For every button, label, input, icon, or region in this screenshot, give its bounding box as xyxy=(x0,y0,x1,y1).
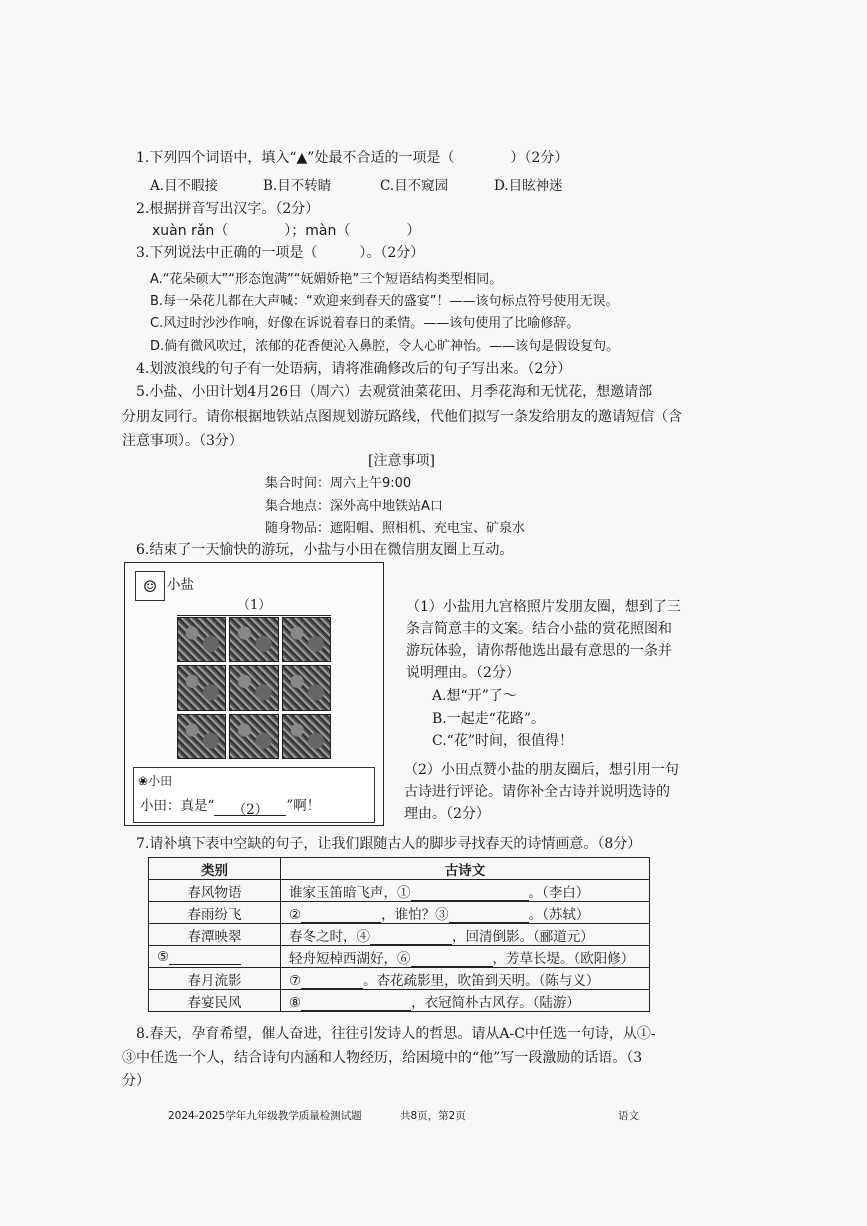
answer-blank[interactable] xyxy=(301,907,381,923)
q5-line-1: 5.小盐、小田计划4月26日（周六）去观赏油菜花田、月季花海和无忧花，想邀请部 xyxy=(136,384,653,400)
row-poem: ⑧ ，衣冠简朴古风存。（陆游） xyxy=(281,990,650,1012)
q1-option-d: D.目眩神迷 xyxy=(494,178,563,194)
q6-sub1-line-1: （1）小盐用九宫格照片发朋友圈，想到了三 xyxy=(406,599,681,615)
q6-sub1-line-2: 条言简意丰的文案。结合小盐的赏花照图和 xyxy=(406,621,672,637)
notice-time: 集合时间：周六上午9:00 xyxy=(265,476,412,491)
header-poem: 古诗文 xyxy=(281,858,650,880)
q5-line-2: 分朋友同行。请你根据地铁站点图规划游玩路线，代他们拟写一条发给朋友的邀请短信（含 xyxy=(122,409,682,425)
q2-stem: 2.根据拼音写出汉字。（2分） xyxy=(136,201,320,217)
answer-blank[interactable] xyxy=(449,907,529,923)
answer-blank[interactable] xyxy=(370,929,452,945)
answer-blank[interactable] xyxy=(301,973,363,989)
footer-page-number: 共8页，第2页 xyxy=(400,1110,466,1122)
q8-line-1: 8.春天，孕育希望，催人奋进，往往引发诗人的哲思。请从A-C中任选一句诗，从①- xyxy=(136,1026,656,1042)
flower-photo xyxy=(177,617,226,662)
row-poem: 谁家玉笛暗飞声，① 。（李白） xyxy=(281,880,650,902)
table-row xyxy=(149,990,650,1012)
table-row xyxy=(149,902,650,924)
q3-option-b: B.每一朵花儿都在大声喊：“欢迎来到春天的盛宴”！——该句标点符号使用无误。 xyxy=(150,294,619,309)
q6-sub1-option-b: B.一起走“花路”。 xyxy=(432,711,546,727)
q3-option-c: C.风过时沙沙作响，好像在诉说着春日的柔情。——该句使用了比喻修辞。 xyxy=(150,316,580,331)
q6-sub1-line-4: 说明理由。（2分） xyxy=(406,665,520,681)
q1-option-c: C.目不窥园 xyxy=(380,178,449,194)
comment-blank: （2） xyxy=(214,800,286,816)
comment-text: 小田：真是“ （2） ”啊！ xyxy=(140,798,321,818)
notice-title: [注意事项] xyxy=(368,453,435,469)
flower-photo xyxy=(229,714,278,759)
row-poem: 轻舟短棹西湖好，⑥ ，芳草长堤。（欧阳修） xyxy=(281,946,650,968)
q6-sub2-line-1: （2）小田点赞小盐的朋友圈后，想引用一句 xyxy=(404,762,679,778)
footer-exam-title: 2024-2025学年九年级教学质量检测试题 xyxy=(168,1110,362,1122)
commenter-name: 小田 xyxy=(148,774,173,788)
q6-sub2-line-3: 理由。（2分） xyxy=(404,806,490,822)
row-poem: ② ，谁怕？③ 。（苏轼） xyxy=(281,902,650,924)
answer-blank[interactable] xyxy=(411,951,493,967)
table-header-row xyxy=(149,858,650,880)
q4-stem: 4.划波浪线的句子有一处语病，请将准确修改后的句子写出来。（2分） xyxy=(136,361,572,377)
photo-grid xyxy=(177,617,331,759)
table-row xyxy=(149,924,650,946)
comment-box xyxy=(133,767,375,823)
q6-sub2-line-2: 古诗进行评论。请你补全古诗并说明选诗的 xyxy=(404,784,670,800)
row-category: 春宴民风 xyxy=(149,990,281,1012)
header-category: 类别 xyxy=(149,858,281,880)
flower-photo xyxy=(282,714,331,759)
q1-option-a: A.目不暇接 xyxy=(150,178,219,194)
flower-photo xyxy=(229,665,278,710)
row-poem: 春冬之时，④ ，回清倒影。（郦道元） xyxy=(281,924,650,946)
row-category: ⑤ xyxy=(149,946,281,968)
poem-table xyxy=(148,857,650,1012)
q6-sub1-option-c: C.“花”时间，很值得！ xyxy=(432,733,573,749)
q2-pinyin: xuàn rǎn（ ）；màn（ ） xyxy=(152,223,421,239)
moments-post-card xyxy=(124,562,384,826)
table-row xyxy=(149,946,650,968)
q5-line-3: 注意事项）。（3分） xyxy=(122,433,243,449)
table-row xyxy=(149,880,650,902)
flower-photo xyxy=(282,665,331,710)
flower-photo xyxy=(177,714,226,759)
notice-items: 随身物品：遮阳帽、照相机、充电宝、矿泉水 xyxy=(265,521,526,536)
row-category: 春潭映翠 xyxy=(149,924,281,946)
q3-option-d: D.倘有微风吹过，浓郁的花香便沁入鼻腔，令人心旷神怡。——该句是假设复句。 xyxy=(150,339,620,354)
row-category: 春雨纷飞 xyxy=(149,902,281,924)
answer-blank[interactable] xyxy=(301,995,411,1011)
q3-option-a: A.“花朵硕大”“形态饱满”“妩媚娇艳”三个短语结构类型相同。 xyxy=(150,272,503,287)
answer-blank[interactable] xyxy=(411,885,529,901)
q8-line-2: ③中任选一个人，结合诗句内涵和人物经历，给困境中的“他”写一段激励的话语。（3 xyxy=(122,1050,643,1066)
flower-photo xyxy=(229,617,278,662)
q6-sub1-line-3: 游玩体验，请你帮他选出最有意思的一条并 xyxy=(406,643,672,659)
notice-place: 集合地点：深外高中地铁站A口 xyxy=(265,499,443,514)
row-poem: ⑦ 。杏花疏影里，吹笛到天明。（陈与义） xyxy=(281,968,650,990)
row-category: 春月流影 xyxy=(149,968,281,990)
answer-blank[interactable] xyxy=(169,949,241,965)
poster-name: 小盐 xyxy=(167,577,194,593)
avatar-icon: ☺ xyxy=(135,571,165,601)
flower-photo xyxy=(282,617,331,662)
footer-subject: 语文 xyxy=(618,1110,639,1122)
like-icon: ❀ xyxy=(138,774,149,788)
q6-stem: 6.结束了一天愉快的游玩，小盐与小田在微信朋友圈上互动。 xyxy=(136,542,514,558)
post-number: （1） xyxy=(237,598,272,613)
q1-stem: 1.下列四个词语中，填入“▲”处最不合适的一项是（ ）（2分） xyxy=(136,150,569,166)
q8-line-3: 分） xyxy=(122,1073,150,1089)
q3-stem: 3.下列说法中正确的一项是（ ）。（2分） xyxy=(136,245,425,261)
flower-photo xyxy=(177,665,226,710)
table-row xyxy=(149,968,650,990)
q6-sub1-option-a: A.想“开”了～ xyxy=(432,688,517,704)
q7-stem: 7.请补填下表中空缺的句子，让我们跟随古人的脚步寻找春天的诗情画意。（8分） xyxy=(136,836,642,852)
q1-option-b: B.目不转睛 xyxy=(263,178,332,194)
row-category: 春风物语 xyxy=(149,880,281,902)
